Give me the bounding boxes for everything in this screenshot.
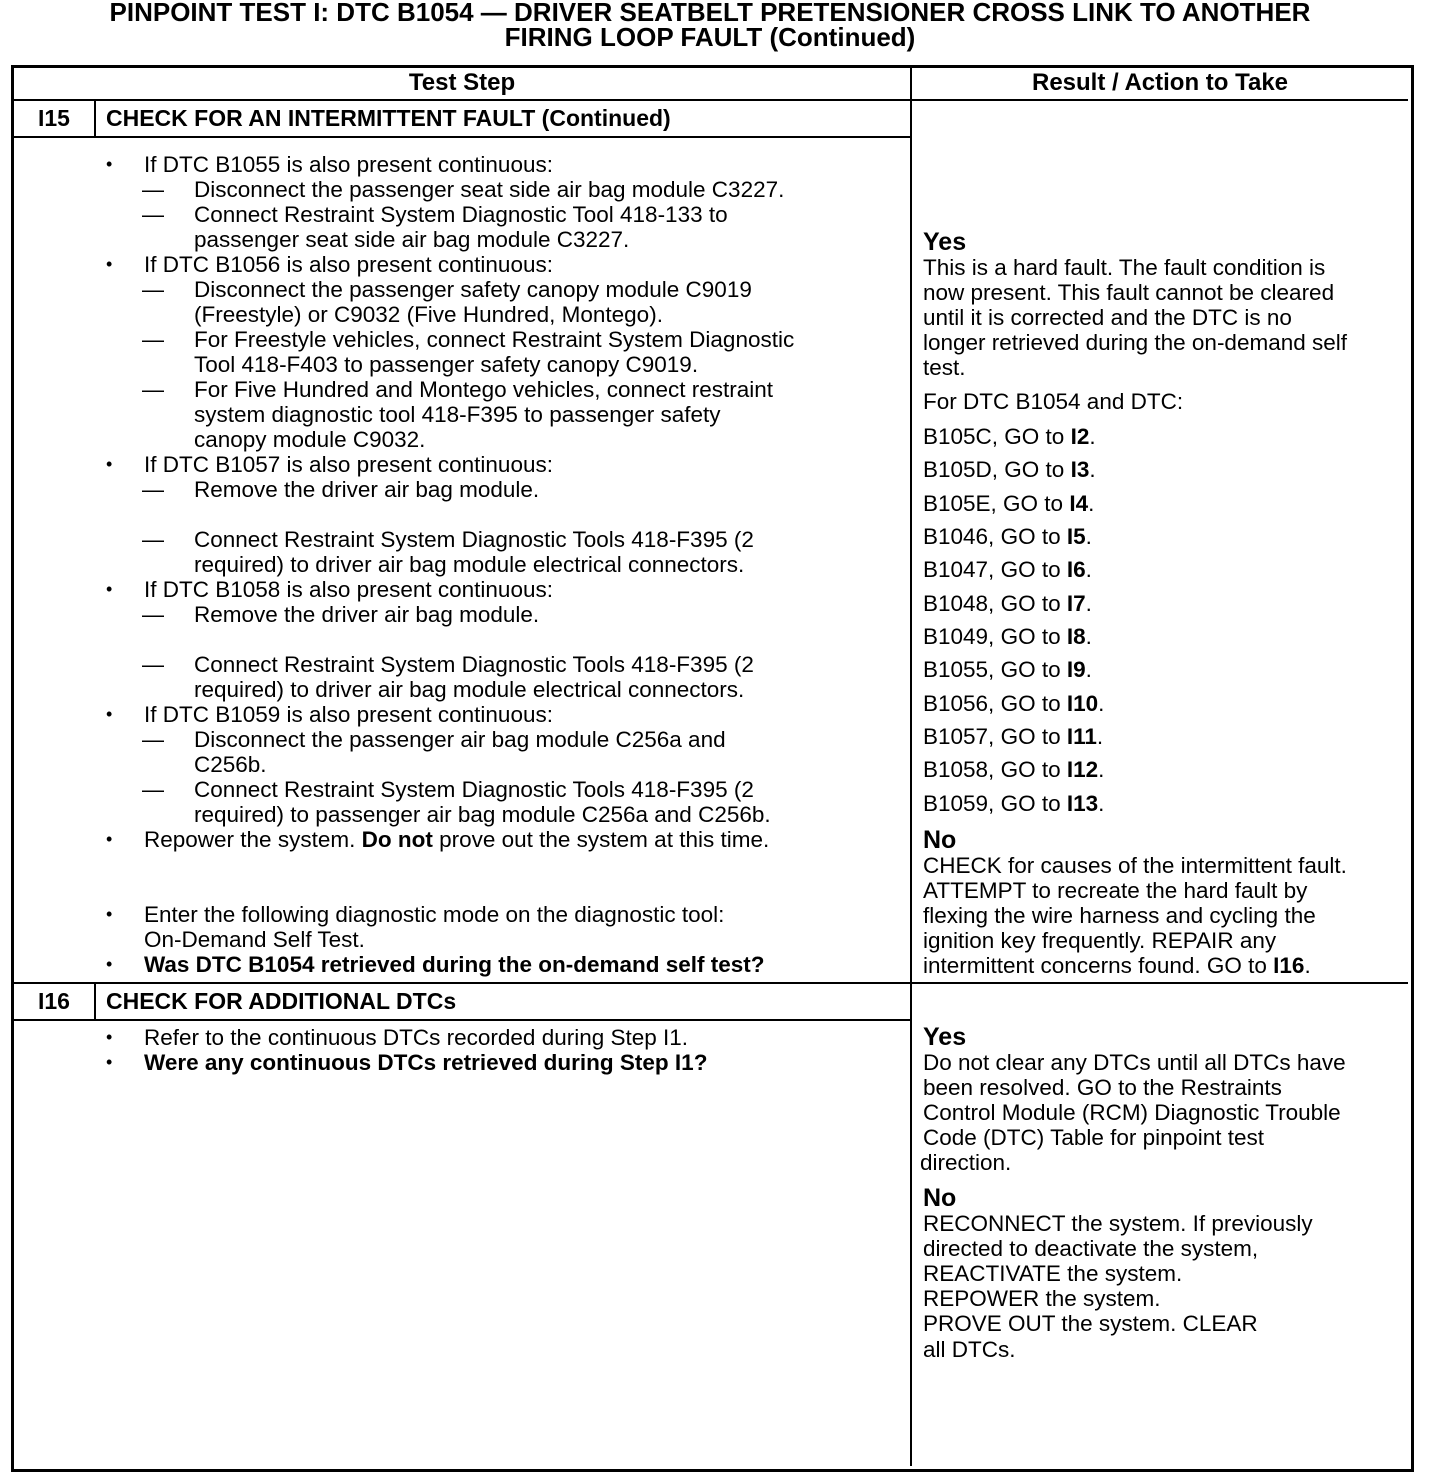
goto-line [923,691,1104,716]
title-line-2: FIRING LOOP FAULT (Continued) [504,22,916,52]
dtc-code: B105C, GO to [923,424,1071,449]
no-label: No [923,1184,957,1212]
i16-heading-rule [14,1019,910,1021]
dash-marker: — [142,477,164,502]
goto-target: I10 [1066,691,1099,716]
step-heading-i15: CHECK FOR AN INTERMITTENT FAULT (Continued) [106,105,671,131]
instruction-line: Connect Restraint System Diagnostic Tools 418-F395 (2 [194,652,754,677]
result-line: RECONNECT the system. If previously [923,1211,1313,1236]
dtc-code: B1047, GO to [923,557,1067,582]
dtc-code: B1058, GO to [923,757,1067,782]
instruction-line: If DTC B1055 is also present continuous: [144,152,553,177]
instruction-line: Connect Restraint System Diagnostic Tools 418-F395 (2 [194,777,754,802]
bullet-marker: • [106,954,113,974]
punctuation: . [1085,591,1092,616]
step-id-i15: I15 [38,105,70,131]
instruction-line: If DTC B1059 is also present continuous: [144,702,553,727]
step-id-i16: I16 [38,988,70,1014]
text-run: Repower the system. [144,827,362,852]
dtc-code: B1057, GO to [923,724,1067,749]
instruction-line: canopy module C9032. [194,427,426,452]
result-line: until it is corrected and the DTC is no [923,305,1292,330]
instruction-line: For Five Hundred and Montego vehicles, connect restraint [194,377,774,402]
dash-marker: — [142,602,164,627]
instruction-line: Disconnect the passenger air bag module C256a and [194,727,726,752]
dtc-code: B1049, GO to [923,624,1067,649]
goto-target: I7 [1066,591,1086,616]
instruction-line: C256b. [194,752,267,777]
goto-target: I13 [1066,791,1099,816]
goto-line [923,491,1094,516]
dash-marker: — [142,727,164,752]
punctuation: . [1098,691,1105,716]
instruction-line: system diagnostic tool 418-F395 to passenger safety [194,402,721,427]
punctuation: . [1085,557,1092,582]
goto-line [923,557,1092,582]
bullet-marker: • [106,154,113,174]
header-rule [14,99,1408,101]
result-line: been resolved. GO to the Restraints [923,1075,1282,1100]
result-line: Do not clear any DTCs until all DTCs have [923,1050,1346,1075]
dtc-code: B105E, GO to [923,491,1070,516]
punctuation: . [1304,953,1311,978]
emphasis-text: Do not [361,827,433,852]
goto-line [923,791,1104,816]
question-line: Was DTC B1054 retrieved during the on-demand self test? [144,952,765,977]
result-line [923,953,1311,978]
instruction-line: required) to driver air bag module electrical connectors. [194,552,745,577]
punctuation: . [1085,524,1092,549]
column-divider-main [910,68,912,1466]
goto-target: I11 [1066,724,1097,749]
punctuation: . [1089,457,1096,482]
instruction-line: Enter the following diagnostic mode on the diagnostic tool: [144,902,725,927]
instruction-line: On-Demand Self Test. [144,927,365,952]
no-label: No [923,826,957,854]
punctuation: . [1085,657,1092,682]
instruction-line [144,827,769,852]
page-title [0,0,1420,50]
instruction-line: Tool 418-F403 to passenger safety canopy C9019. [194,352,699,377]
dash-marker: — [142,377,164,402]
result-line: This is a hard fault. The fault condition is [923,255,1326,280]
instruction-line: If DTC B1057 is also present continuous: [144,452,553,477]
instruction-line: Remove the driver air bag module. [194,602,540,627]
title-line-1: PINPOINT TEST I: DTC B1054 — DRIVER SEATBELT PRETENSIONER CROSS LINK TO ANOTHER [109,0,1311,27]
dash-marker: — [142,777,164,802]
i15-heading-rule [14,136,910,138]
header-test-step: Test Step [408,69,516,96]
goto-target: I5 [1066,524,1086,549]
instruction-line: Remove the driver air bag module. [194,477,540,502]
dash-marker: — [142,327,164,352]
question-line: Were any continuous DTCs retrieved during Step I1? [144,1050,708,1075]
instruction-line: If DTC B1056 is also present continuous: [144,252,553,277]
i15-id-divider [94,101,96,137]
i15-bottom-rule [14,982,1408,984]
result-line: For DTC B1054 and DTC: [923,389,1184,414]
goto-target: I12 [1066,757,1099,782]
result-line: flexing the wire harness and cycling the [923,903,1316,928]
dtc-code: B1056, GO to [923,691,1067,716]
dtc-code: B1055, GO to [923,657,1067,682]
instruction-line: required) to passenger air bag module C256a and C256b. [194,802,771,827]
result-line: test. [923,355,966,380]
goto-target: I4 [1069,491,1089,516]
dtc-code: B1048, GO to [923,591,1067,616]
dash-marker: — [142,177,164,202]
goto-target: I3 [1070,457,1090,482]
result-line: PROVE OUT the system. CLEAR [923,1311,1258,1336]
text-run: prove out the system at this time. [432,827,770,852]
result-line: REPOWER the system. [923,1286,1161,1311]
instruction-line: Connect Restraint System Diagnostic Tool 418-133 to [194,202,728,227]
goto-target: I6 [1066,557,1086,582]
instruction-line: (Freestyle) or C9032 (Five Hundred, Montego). [194,302,663,327]
dtc-code: B1046, GO to [923,524,1067,549]
punctuation: . [1098,791,1105,816]
punctuation: . [1096,724,1104,749]
bullet-marker: • [106,1027,113,1047]
goto-line [923,424,1096,449]
goto-line [923,457,1096,482]
bullet-marker: • [106,829,113,849]
yes-label: Yes [923,228,967,256]
result-line: REACTIVATE the system. [923,1261,1183,1286]
bullet-marker: • [106,454,113,474]
goto-line [923,757,1104,782]
goto-line [923,591,1092,616]
header-result-action: Result / Action to Take [1031,69,1289,96]
instruction-line: passenger seat side air bag module C3227. [194,227,630,252]
yes-label: Yes [923,1023,967,1051]
result-line: Code (DTC) Table for pinpoint test [923,1125,1264,1150]
result-line: direction. [920,1150,1012,1175]
instruction-line: required) to driver air bag module electrical connectors. [194,677,745,702]
result-line: CHECK for causes of the intermittent fault. [923,853,1347,878]
result-line: ignition key frequently. REPAIR any [923,928,1277,953]
dash-marker: — [142,652,164,677]
result-line: longer retrieved during the on-demand self [923,330,1348,355]
dtc-code: B105D, GO to [923,457,1071,482]
dash-marker: — [142,202,164,227]
punctuation: . [1089,424,1096,449]
goto-line [923,524,1092,549]
result-line: directed to deactivate the system, [923,1236,1259,1261]
goto-target: I8 [1066,624,1086,649]
text-run: intermittent concerns found. GO to [923,953,1274,978]
bullet-marker: • [106,1052,113,1072]
bullet-marker: • [106,254,113,274]
goto-target: I2 [1070,424,1090,449]
bullet-marker: • [106,904,113,924]
result-line: ATTEMPT to recreate the hard fault by [923,878,1308,903]
result-line: all DTCs. [923,1337,1016,1362]
dtc-code: B1059, GO to [923,791,1067,816]
instruction-line: For Freestyle vehicles, connect Restraint System Diagnostic [194,327,795,352]
dash-marker: — [142,277,164,302]
step-heading-i16: CHECK FOR ADDITIONAL DTCs [106,988,457,1014]
instruction-line: Disconnect the passenger safety canopy module C9019 [194,277,752,302]
instruction-line: Disconnect the passenger seat side air bag module C3227. [194,177,785,202]
punctuation: . [1085,624,1092,649]
goto-line [923,624,1092,649]
bullet-marker: • [106,704,113,724]
dash-marker: — [142,527,164,552]
goto-target: I16 [1273,953,1305,978]
result-line: now present. This fault cannot be cleared [923,280,1335,305]
instruction-line: If DTC B1058 is also present continuous: [144,577,553,602]
goto-line [923,657,1092,682]
result-line: Control Module (RCM) Diagnostic Trouble [923,1100,1341,1125]
instruction-line: Connect Restraint System Diagnostic Tools 418-F395 (2 [194,527,754,552]
i16-id-divider [94,984,96,1020]
goto-target: I9 [1066,657,1086,682]
punctuation: . [1098,757,1105,782]
goto-line [923,724,1103,749]
instruction-line: Refer to the continuous DTCs recorded during Step I1. [144,1025,689,1050]
bullet-marker: • [106,579,113,599]
punctuation: . [1088,491,1095,516]
